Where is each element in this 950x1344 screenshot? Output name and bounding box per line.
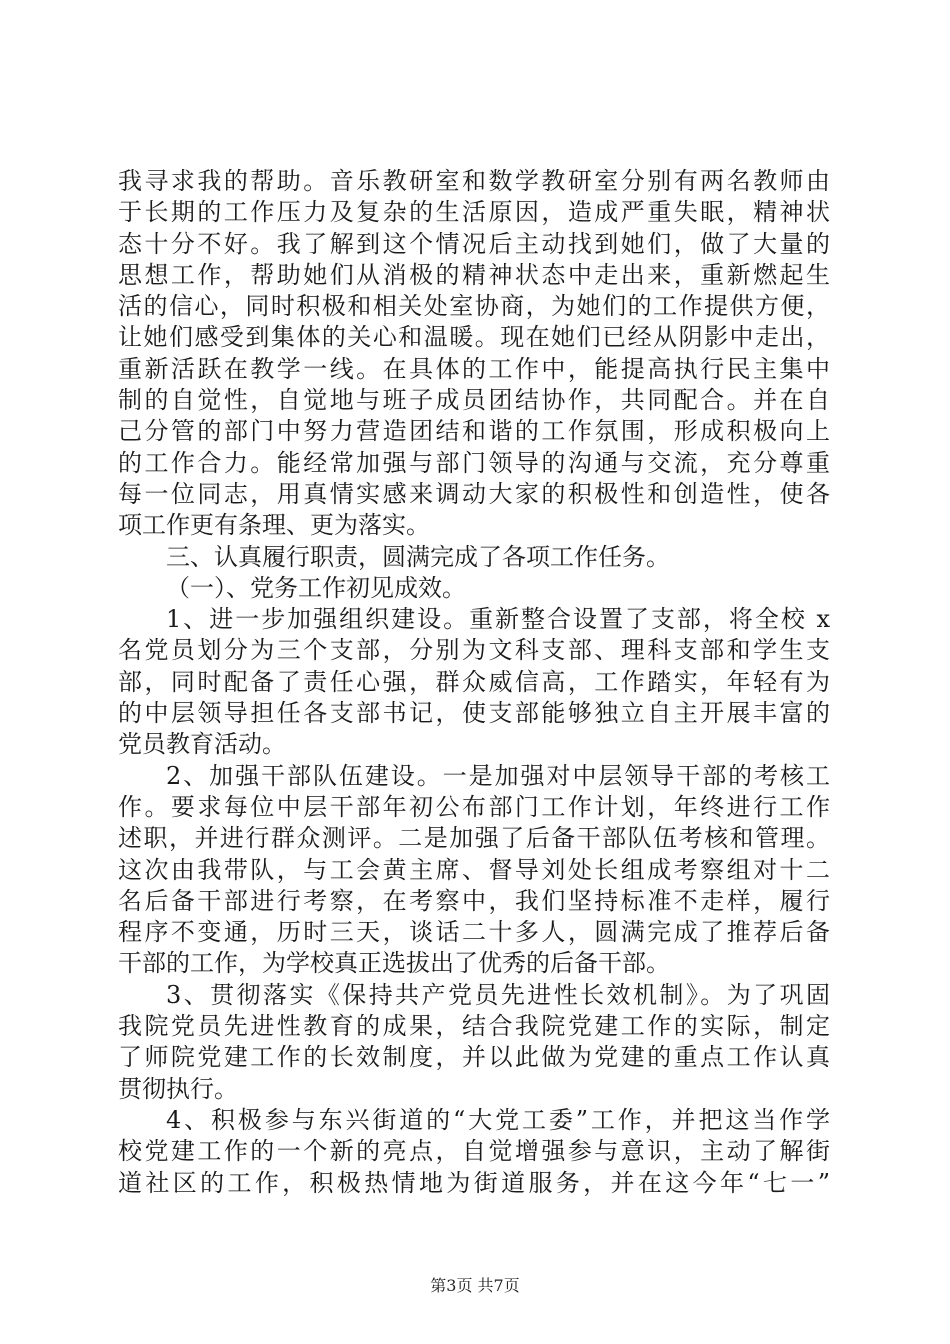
text-line: 干部的工作，为学校真正选拔出了优秀的后备干部。 <box>118 949 670 978</box>
document-body <box>118 166 830 1199</box>
text-line: 2、加强干部队伍建设。一是加强对中层领导干部的考核工 <box>166 761 830 790</box>
text-line: 让她们感受到集体的关心和温暖。现在她们已经从阴影中走出， <box>118 323 830 352</box>
page-footer: 第3页 共7页 <box>430 1276 520 1295</box>
text-line: 每一位同志，用真情实感来调动大家的积极性和创造性，使各 <box>118 479 830 508</box>
text-line: 三、认真履行职责，圆满完成了各项工作任务。 <box>166 542 670 571</box>
text-line: 的工作合力。能经常加强与部门领导的沟通与交流，充分尊重 <box>118 448 830 477</box>
text-line: 这次由我带队，与工会黄主席、督导刘处长组成考察组对十二 <box>118 855 830 884</box>
text-line: 部，同时配备了责任心强，群众威信高，工作踏实，年轻有为 <box>118 667 830 696</box>
text-line: 态十分不好。我了解到这个情况后主动找到她们，做了大量的 <box>118 229 830 258</box>
text-line: 活的信心，同时积极和相关处室协商，为她们的工作提供方便， <box>118 292 830 321</box>
text-line: 己分管的部门中努力营造团结和谐的工作氛围，形成积极向上 <box>118 417 830 446</box>
text-line: 了师院党建工作的长效制度，并以此做为党建的重点工作认真 <box>118 1043 830 1072</box>
text-line: 党员教育活动。 <box>118 730 286 759</box>
text-line: 我寻求我的帮助。音乐教研室和数学教研室分别有两名教师由 <box>118 167 830 195</box>
text-line: 名党员划分为三个支部，分别为文科支部、理科支部和学生支 <box>118 636 830 665</box>
text-line: 的中层领导担任各支部书记，使支部能够独立自主开展丰富的 <box>118 699 830 728</box>
text-line: 程序不变通，历时三天，谈话二十多人，圆满完成了推荐后备 <box>118 918 830 947</box>
text-line: 道社区的工作，积极热情地为街道服务，并在这今年“七一” <box>118 1168 830 1197</box>
text-line: 贯彻执行。 <box>118 1074 238 1103</box>
text-line: 制的自觉性，自觉地与班子成员团结协作，共同配合。并在自 <box>118 386 830 415</box>
text-line: 于长期的工作压力及复杂的生活原因，造成严重失眠，精神状 <box>118 198 830 227</box>
text-line: 思想工作，帮助她们从消极的精神状态中走出来，重新燃起生 <box>118 260 830 289</box>
text-line: （一）、党务工作初见成效。 <box>166 573 466 602</box>
text-line: 校党建工作的一个新的亮点，自觉增强参与意识，主动了解街 <box>118 1137 830 1166</box>
text-line: 1、进一步加强组织建设。重新整合设置了支部，将全校 x <box>166 605 830 634</box>
text-line: 我院党员先进性教育的成果，结合我院党建工作的实际，制定 <box>118 1012 830 1041</box>
text-line: 作。要求每位中层干部年初公布部门工作计划，年终进行工作 <box>118 792 830 821</box>
text-line: 项工作更有条理、更为落实。 <box>118 511 430 540</box>
text-line: 重新活跃在教学一线。在具体的工作中，能提高执行民主集中 <box>118 354 830 383</box>
text-line: 3、贯彻落实《保持共产党员先进性长效机制》。为了巩固 <box>166 980 830 1009</box>
text-line: 名后备干部进行考察，在考察中，我们坚持标准不走样，履行 <box>118 886 830 915</box>
text-line: 4、积极参与东兴街道的“大党工委”工作，并把这当作学 <box>166 1105 830 1134</box>
text-line: 述职，并进行群众测评。二是加强了后备干部队伍考核和管理。 <box>118 824 830 853</box>
